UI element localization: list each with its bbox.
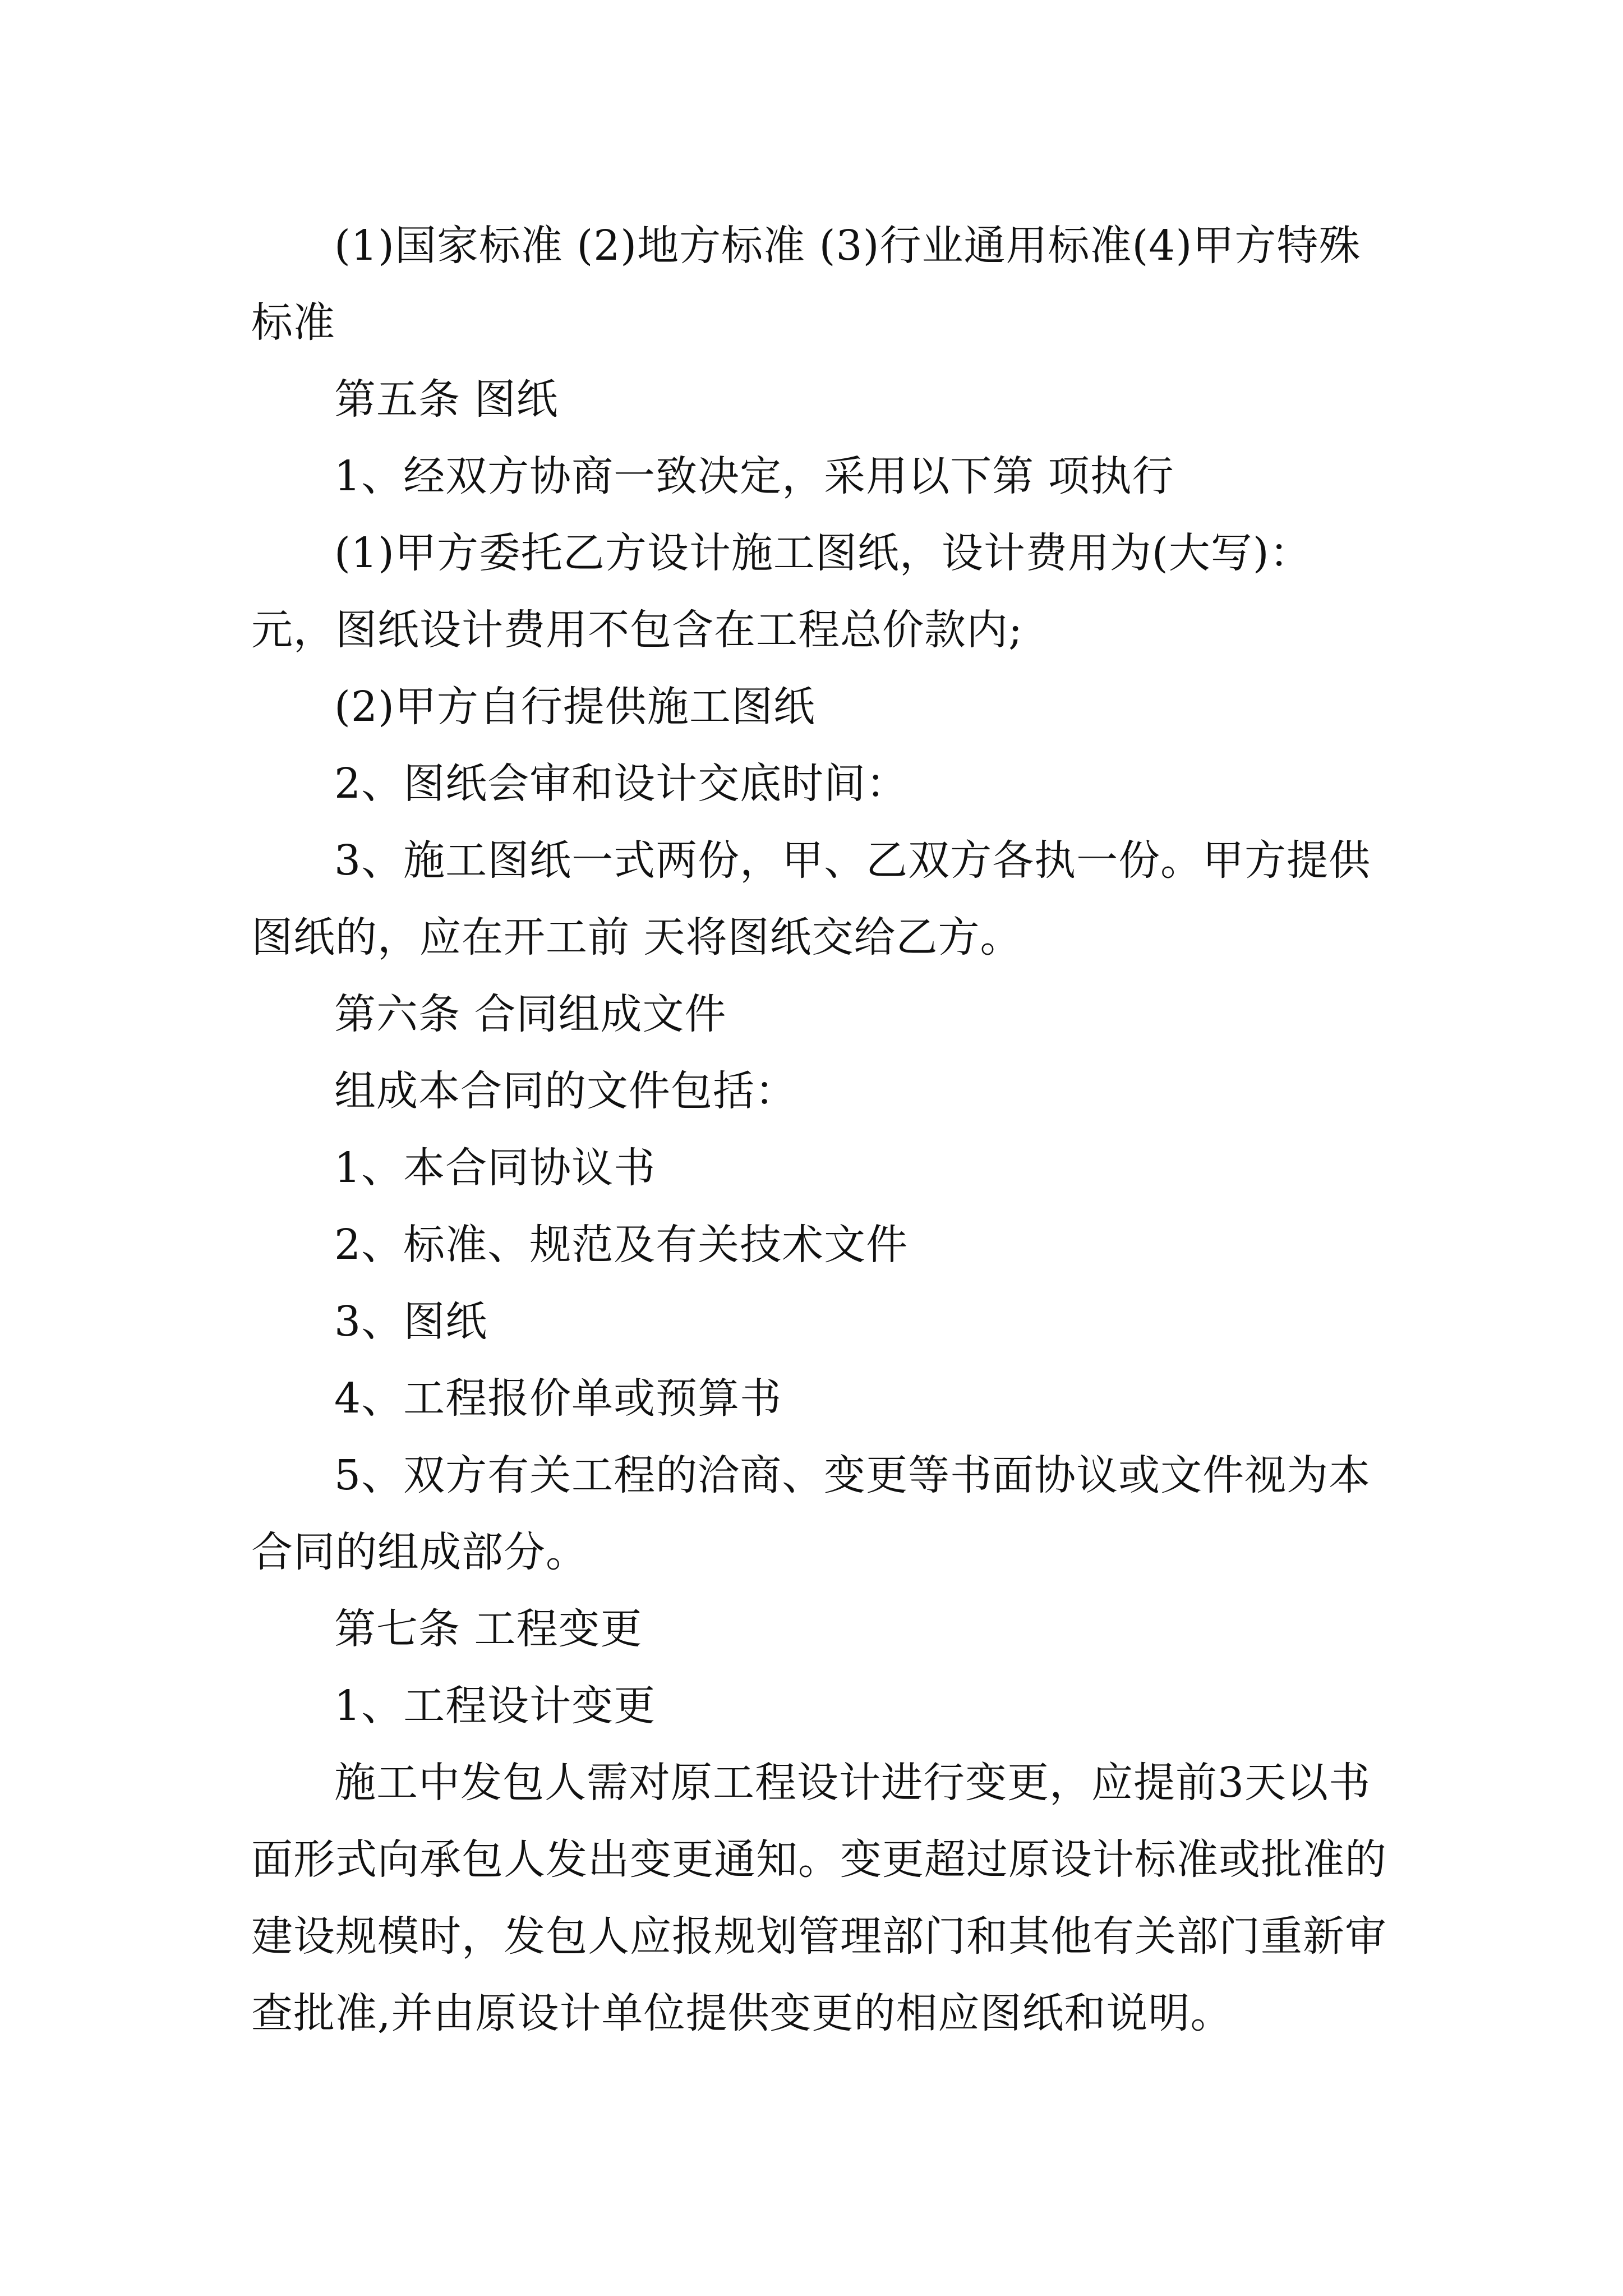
document-body [251, 208, 1390, 2052]
paragraph-documents-intro: 组成本合同的文件包括： [334, 1067, 797, 1115]
paragraph-drawings-option: 1、经双方协商一致决定，采用以下第 项执行 [334, 452, 1174, 500]
heading-article-7: 第七条 工程变更 [334, 1605, 643, 1653]
list-item-drawings: 3、图纸 [334, 1297, 488, 1346]
list-item-standards: 2、标准、规范及有关技术文件 [334, 1221, 909, 1269]
paragraph-design-fee: (1)甲方委托乙方设计施工图纸，设计费用为(大写)：元，图纸设计费用不包含在工程总价款内; [251, 529, 1312, 654]
paragraph-review-time: 2、图纸会审和设计交底时间： [334, 760, 909, 808]
paragraph-self-provided: (2)甲方自行提供施工图纸 [334, 683, 815, 731]
list-item-agreement: 1、本合同协议书 [334, 1144, 656, 1192]
paragraph-design-change-title: 1、工程设计变更 [334, 1682, 656, 1730]
paragraph-design-change-body: 施工中发包人需对原工程设计进行变更，应提前3天以书面形式向承包人发出变更通知。变更超过原设计标准或批准的建设规模时，发包人应报规划管理部门和其他有关部门重新审查批准,并由原设计单位提供变更的相应图纸和说明。 [251, 1759, 1387, 2037]
paragraph-drawing-copies: 3、施工图纸一式两份，甲、乙双方各执一份。甲方提供图纸的，应在开工前 天将图纸交给乙方。 [251, 836, 1371, 961]
heading-article-5: 第五条 图纸 [334, 375, 559, 424]
list-item-quotation: 4、工程报价单或预算书 [334, 1374, 782, 1423]
heading-article-6: 第六条 合同组成文件 [334, 990, 727, 1038]
list-item-negotiations: 5、双方有关工程的洽商、变更等书面协议或文件视为本合同的组成部分。 [251, 1451, 1371, 1576]
paragraph-standards-list: (1)国家标准 (2)地方标准 (3)行业通用标准(4)甲方特殊标准 [251, 222, 1361, 347]
